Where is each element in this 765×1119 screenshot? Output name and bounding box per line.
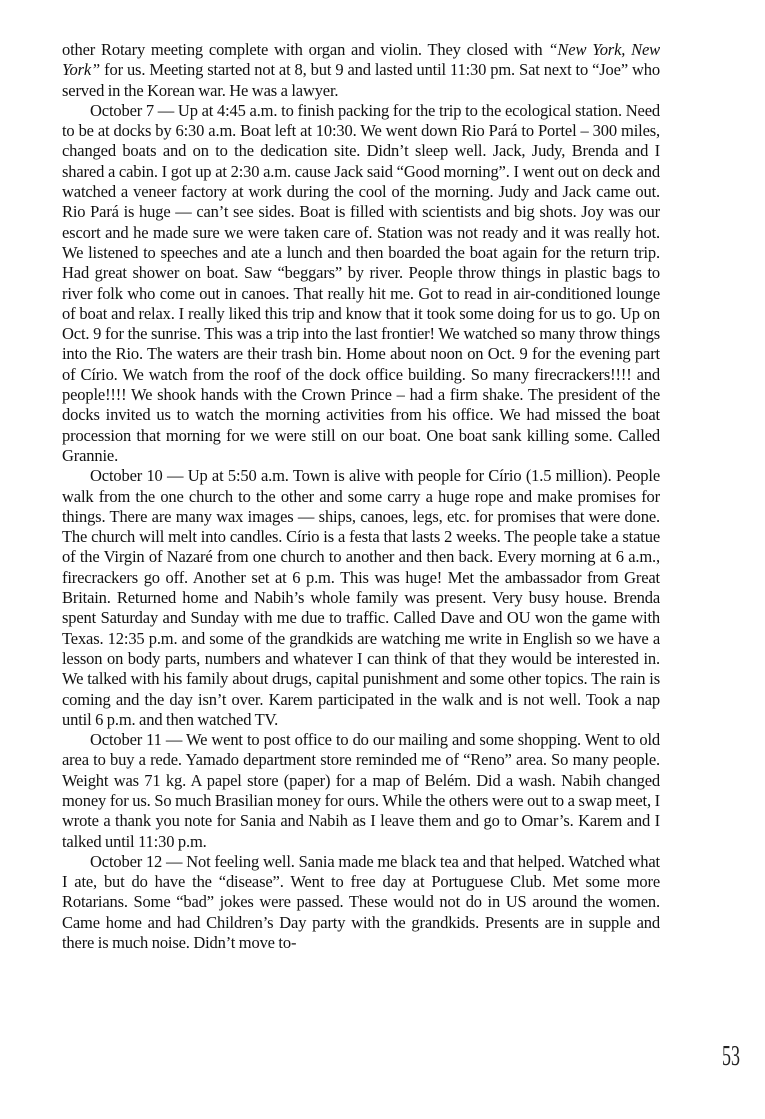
body-text xyxy=(62,40,660,953)
italic-text: “New York, New York” xyxy=(62,40,660,80)
text-run: October 7 — Up at 4:45 a.m. to finish packing for the trip to the ecological station. Need to be at docks by 6:30 a.m. Boat left at 10:30. We went down Rio Pará to Portel – 300 miles, changed boats and on to the dedication site. Didn’t sleep well. Jack, Judy, Brenda and I shared a cabin. I got up at 2:30 a.m. cause Jack said “Good morning”. I went out on deck and watched a veneer factory at work during the cool of the morning. Judy and Jack came out. Rio Pará is huge — can’t see sides. Boat is filled with scientists and big shots. Joy was our escort and he made sure we were taken care of. Station was not ready and it was really hot. We listened to speeches and ate a lunch and then boarded the boat again for the return trip. Had great shower on boat. Saw “beggars” by river. People throw things in plastic bags to river folk who come out in canoes. That really hit me. Got to read in air-conditioned lounge of boat and relax. I really liked this trip and know that it took some doing for us to go. Up on Oct. 9 for the sunrise. This was a trip into the last frontier! We watched so many throw things into the Rio. The waters are their trash bin. Home about noon on Oct. 9 for the evening part of Círio. We watch from the roof of the dock office building. So many firecrackers!!!! and people!!!! We shook hands with the Crown Prince – had a firm shake. The president of the docks invited us to watch the morning activities from his office. We had missed the boat procession that morning for we were still on our boat. One boat sank killing some. Called Grannie. xyxy=(62,100,660,465)
paragraph-october-12 xyxy=(62,852,660,953)
text-run: October 11 — We went to post office to do our mailing and some shopping. Went to old area to buy a rede. Yamado department store reminded me of “Reno” area. So many people. Weight was 71 kg. A papel store (paper) for a map of Belém. Did a wash. Nabih changed money for us. So much Brasilian money for ours. While the others were out to a swap meet, I wrote a thank you note for Sania and Nabih as I leave them and go to Omar’s. Karem and I talked until 11:30 p.m. xyxy=(62,730,660,851)
page-number: 53 xyxy=(722,1040,740,1072)
paragraph-october-11 xyxy=(62,730,660,852)
paragraph-october-10 xyxy=(62,466,660,730)
paragraph-intro-continuation xyxy=(62,40,660,101)
text-run: for us. Meeting started not at 8, but 9 and lasted until 11:30 pm. Sat next to “Joe” who served in the Korean war. He was a lawyer. xyxy=(62,60,660,100)
text-run: other Rotary meeting complete with organ and violin. They closed with xyxy=(62,40,549,59)
text-run: October 12 — Not feeling well. Sania made me black tea and that helped. Watched what I ate, but do have the “disease”. Went to free day at Portuguese Club. Met some more Rotarians. Some “bad” jokes were passed. These would not do in US around the women. Came home and had Children’s Day party with the grandkids. Presents are in supple and there is much noise. Didn’t move to- xyxy=(62,851,660,953)
paragraph-october-7 xyxy=(62,101,660,466)
text-run: October 10 — Up at 5:50 a.m. Town is alive with people for Círio (1.5 million). People walk from the one church to the other and some carry a huge rope and make promises for things. There are many wax images — ships, canoes, legs, etc. for promises that were done. The church will melt into candles. Círio is a festa that lasts 2 weeks. The people take a statue of the Virgin of Nazaré from one church to another and then back. Every morning at 6 a.m., firecrackers go off. Another set at 6 p.m. This was huge! Met the ambassador from Great Britain. Returned home and Nabih’s whole family was present. Very busy house. Brenda spent Saturday and Sunday with me due to traffic. Called Dave and OU won the game with Texas. 12:35 p.m. and some of the grandkids are watching me write in English so we have a lesson on body parts, numbers and whatever I can think of that they would be interested in. We talked with his family about drugs, capital punishment and some other topics. The rain is coming and the day isn’t over. Karem participated in the walk and is not well. Took a nap until 6 p.m. and then watched TV. xyxy=(62,466,660,729)
